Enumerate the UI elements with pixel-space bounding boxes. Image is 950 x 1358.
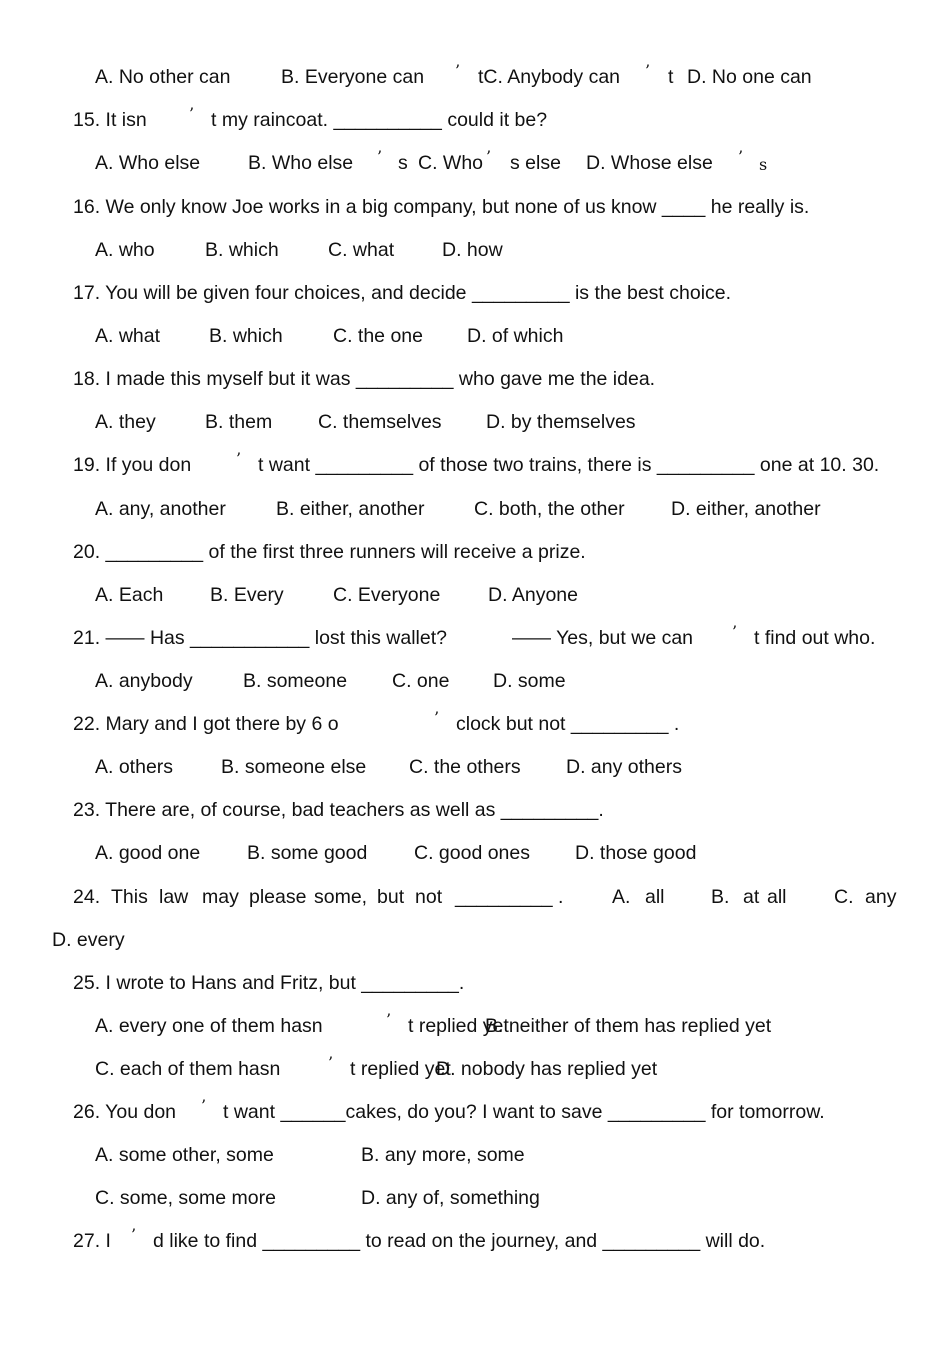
apostrophe-glyph: ’: [738, 147, 744, 166]
option-text: C. some, some more: [95, 1187, 276, 1209]
option-text: B. them: [205, 411, 273, 433]
option-text: D. how: [442, 239, 503, 261]
question-text: t find out who.: [754, 627, 876, 649]
option-text: D. any others: [566, 756, 682, 778]
apostrophe-glyph: ’: [328, 1053, 334, 1072]
question-text: 18. I made this myself but it was _________ who gave me the idea.: [73, 368, 656, 390]
question-text: 23. There are, of course, bad teachers as well as _________.: [73, 799, 604, 821]
option-text: B. which: [209, 325, 283, 347]
option-text: A. No other can: [95, 66, 231, 88]
option-text: B. which: [205, 239, 279, 261]
option-text: t replied yet: [350, 1058, 451, 1080]
option-text: A. others: [95, 756, 174, 778]
option-text: B. either, another: [276, 498, 425, 520]
apostrophe-glyph: ’: [732, 622, 738, 641]
option-text: s else: [510, 152, 561, 174]
option-text: B. someone: [243, 670, 348, 692]
option-text: C.: [834, 886, 854, 908]
apostrophe-glyph: ’: [189, 104, 195, 123]
apostrophe-glyph: ’: [131, 1225, 137, 1244]
question-text: please: [249, 886, 307, 908]
apostrophe-glyph: ’: [201, 1096, 207, 1115]
apostrophe-glyph: ’: [455, 61, 461, 80]
option-text: C. what: [328, 239, 395, 261]
option-text: D. either, another: [671, 498, 821, 520]
question-text: 17. You will be given four choices, and decide _________ is the best choice.: [73, 282, 732, 304]
option-text: t replied yet: [408, 1015, 509, 1037]
option-text: B.: [711, 886, 730, 908]
question-27: [0, 1225, 766, 1358]
option-text: D. nobody has replied yet: [436, 1058, 658, 1080]
question-text: law: [159, 886, 189, 908]
question-text: _________ .: [455, 886, 564, 908]
option-text: D. some: [493, 670, 566, 692]
option-text: A. Who else: [95, 152, 201, 174]
option-text: B. Who else: [248, 152, 354, 174]
question-text: but: [377, 886, 405, 908]
option-text: C. both, the other: [474, 498, 625, 520]
option-text: C. the one: [333, 325, 423, 347]
question-text: 27. I: [73, 1230, 111, 1252]
apostrophe-glyph: ’: [377, 147, 383, 166]
option-text: B. any more, some: [361, 1144, 525, 1166]
question-text: 15. It isn: [73, 109, 147, 131]
option-text: B. Everyone can: [281, 66, 425, 88]
option-text: A. every one of them hasn: [95, 1015, 323, 1037]
option-text: D. of which: [467, 325, 564, 347]
option-text: A. some other, some: [95, 1144, 274, 1166]
option-text: C. one: [392, 670, 450, 692]
apostrophe-glyph: ’: [486, 147, 492, 166]
question-text: 24.: [73, 886, 101, 908]
question-text: d like to find _________ to read on the journey, and _________ will do.: [153, 1230, 766, 1252]
question-text: 25. I wrote to Hans and Fritz, but _________.: [73, 972, 465, 994]
option-text: D. those good: [575, 842, 697, 864]
option-text: C. each of them hasn: [95, 1058, 281, 1080]
option-text: tC. Anybody can: [478, 66, 621, 88]
apostrophe-glyph: ’: [434, 708, 440, 727]
option-text: A. good one: [95, 842, 201, 864]
option-text: D. any of, something: [361, 1187, 540, 1209]
option-text: C. themselves: [318, 411, 442, 433]
question-text: may: [202, 886, 239, 908]
option-text: all: [767, 886, 787, 908]
question-text: not: [415, 886, 443, 908]
option-text: A. Each: [95, 584, 164, 606]
option-text: C. the others: [409, 756, 521, 778]
question-text: some,: [314, 886, 368, 908]
option-text: A. any, another: [95, 498, 226, 520]
option-text: at: [743, 886, 760, 908]
option-text: B. neither of them has replied yet: [485, 1015, 772, 1037]
option-text: all: [645, 886, 665, 908]
option-text: any: [865, 886, 897, 908]
question-text: t want _________ of those two trains, there is _________ one at 10. 30.: [258, 454, 880, 476]
option-text: B. Every: [210, 584, 284, 606]
question-text: —— Yes, but we can: [512, 627, 694, 649]
question-text: 20. _________ of the first three runners will receive a prize.: [73, 541, 586, 563]
apostrophe-glyph: ’: [236, 449, 242, 468]
question-text: 16. We only know Joe works in a big company, but none of us know ____ he really is.: [73, 196, 810, 218]
question-text: t want ______cakes, do you? I want to save _________ for tomorrow.: [223, 1101, 825, 1123]
question-text: clock but not _________ .: [456, 713, 680, 735]
option-text: B. someone else: [221, 756, 367, 778]
option-text: t: [668, 66, 674, 88]
option-text: A. what: [95, 325, 161, 347]
question-text: This: [111, 886, 148, 908]
option-text: D. No one can: [687, 66, 812, 88]
question-text: 21. —— Has ___________ lost this wallet?: [73, 627, 447, 649]
option-text: D. by themselves: [486, 411, 636, 433]
option-text: B. some good: [247, 842, 368, 864]
option-text: C. Who: [418, 152, 484, 174]
option-text: s: [398, 152, 408, 174]
option-text: D. Whose else: [586, 152, 713, 174]
option-text: D. every: [52, 929, 125, 951]
apostrophe-glyph: ’: [645, 61, 651, 80]
question-text: 22. Mary and I got there by 6 o: [73, 713, 339, 735]
option-text: A.: [612, 886, 631, 908]
option-text: D. Anyone: [488, 584, 578, 606]
option-text: A. who: [95, 239, 155, 261]
question-text: 26. You don: [73, 1101, 177, 1123]
option-text: C. good ones: [414, 842, 531, 864]
option-text: A. they: [95, 411, 156, 433]
option-text: C. Everyone: [333, 584, 441, 606]
question-text: 19. If you don: [73, 454, 192, 476]
option-text: s: [759, 155, 768, 174]
question-text: t my raincoat. __________ could it be?: [211, 109, 548, 131]
apostrophe-glyph: ’: [386, 1010, 392, 1029]
option-text: A. anybody: [95, 670, 193, 692]
